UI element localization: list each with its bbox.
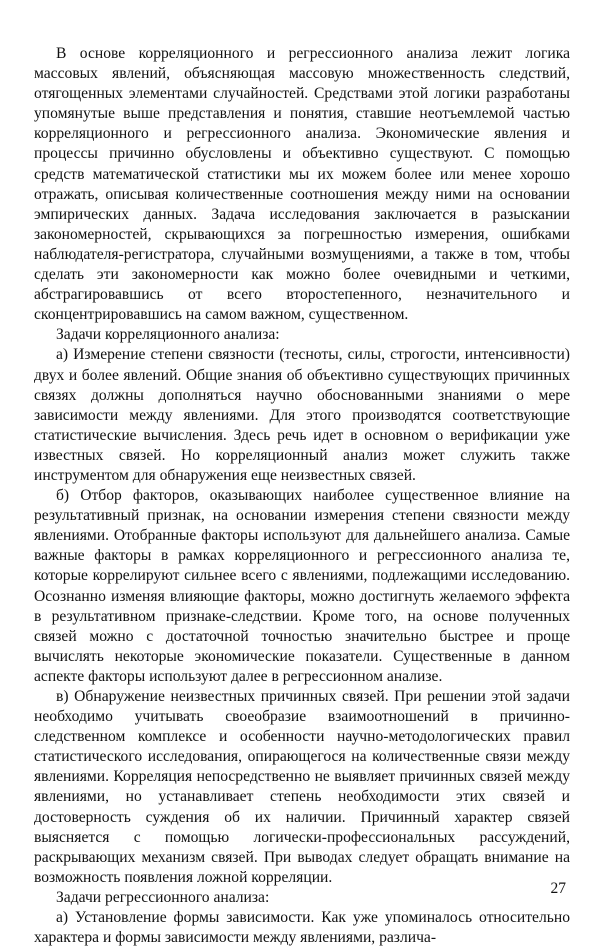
paragraph-intro: В основе корреляционного и регрессионного анализа лежит логика массовых явлений, объясняющая массовую множественность следствий, отягощенных элементами случайностей. Средствами этой логики разработаны упомянутые выше представления и понятия, ставшие неотъемлемой частью корреляционного и регрессионного анализа. Экономические явления и процессы причинно обусловлены и объективно существуют. С помощью средств математической статистики мы их можем более или менее хорошо отражать, описывая количественные соотношения между ними на основании эмпирических данных. Задача исследования заключается в разыскании закономерностей, скрывающихся за погрешностью измерения, ошибками наблюдателя-регистратора, случайными возмущениями, а также в том, чтобы сделать эти закономерности как можно более очевидными и четкими, абстрагировавшись от всего второстепенного, незначительного и сконцентрировавшись на самом важном, существенном. xyxy=(34,45,570,324)
heading-correlation-tasks: Задачи корреляционного анализа: xyxy=(56,326,280,344)
page-content xyxy=(34,44,570,947)
paragraph-task-c: в) Обнаружение неизвестных причинных связей. При решении этой задачи необходимо учитывать своеобразие взаимоотношений в причинно-следственном комплексе и особенности научно-методологических правил статистического исследования, опирающегося на количественные связи между явлениями. Корреляция непосредственно не выявляет причинных связей между явлениями, но устанавливает степень необходимости этих связей и достоверность суждения об их наличии. Причинный характер связей выясняется с помощью логически-профессиональных рассуждений, раскрывающих механизм связей. При выводах следует обращать внимание на возможность появления ложной корреляции. xyxy=(34,688,570,886)
body-text xyxy=(34,44,570,948)
paragraph-task-a: а) Измерение степени связности (тесноты, силы, строгости, интенсивности) двух и более явлений. Общие знания об объективно существующих причинных связях должны дополняться научно обоснованными знаниями о мере зависимости между явлениями. Для этого производятся соответствующие статистические вычисления. Здесь речь идет в основном о верификации уже известных связей. Но корреляционный анализ может служить также инструментом для обнаружения еще неизвестных связей. xyxy=(34,346,570,484)
page-number: 27 xyxy=(550,880,566,897)
heading-regression-tasks: Задачи регрессионного анализа: xyxy=(56,888,270,906)
paragraph-regression-a: а) Установление формы зависимости. Как уже упоминалось относительно характера и формы зависимости между явлениями, различа- xyxy=(34,909,570,947)
paragraph-task-b: б) Отбор факторов, оказывающих наиболее существенное влияние на результативный признак, на основании измерения степени связности между явлениями. Отобранные факторы используют для дальнейшего анализа. Самые важные факторы в рамках корреляционного и регрессионного анализа те, которые коррелируют сильнее всего с явлениями, подлежащими исследованию. Осознанно изменяя влияющие факторы, можно достигнуть желаемого эффекта в результативном признаке-следствии. Кроме того, на основе полученных связей можно с достаточной точностью значительно быстрее и проще вычислять некоторые экономические показатели. Существенные в данном аспекте факторы используют далее в регрессионном анализе. xyxy=(34,487,570,685)
